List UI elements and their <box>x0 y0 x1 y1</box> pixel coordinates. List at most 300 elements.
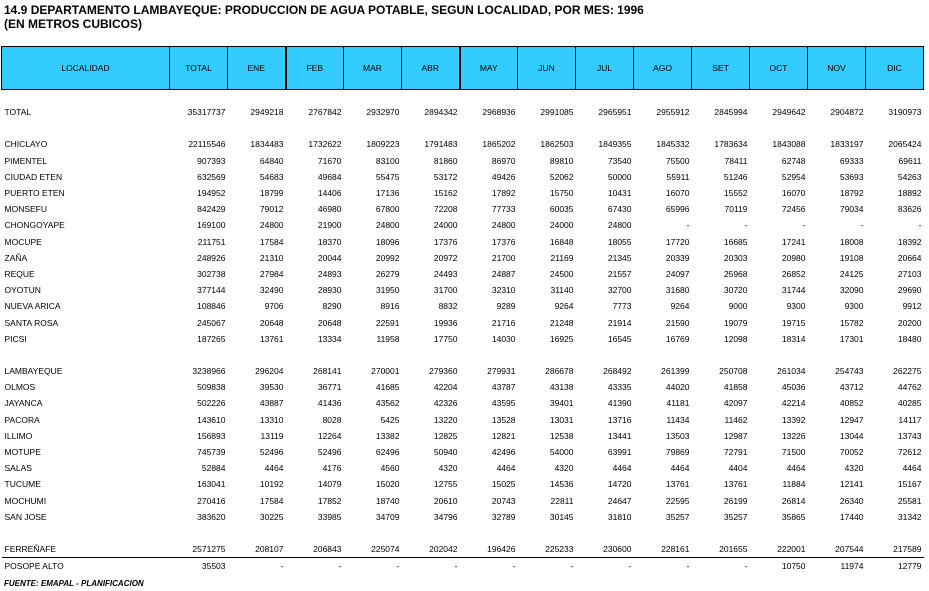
cell-value: 222001 <box>777 544 806 555</box>
cell-value: 18392 <box>897 236 922 247</box>
cell-value: 15782 <box>839 317 864 328</box>
cell-value: 12821 <box>491 430 516 441</box>
cell-value: 34796 <box>433 511 458 522</box>
cell-value: 194952 <box>197 188 226 199</box>
cell-value: 16070 <box>781 188 806 199</box>
cell-value: 62496 <box>375 447 400 458</box>
table-row <box>2 379 924 395</box>
cell-value: 208107 <box>255 544 284 555</box>
cell-value: 13503 <box>665 430 690 441</box>
row-label: FERREÑAFE <box>4 544 56 555</box>
cell-value: 50000 <box>607 171 632 182</box>
cell-value: 26199 <box>723 495 748 506</box>
cell-value: 20992 <box>375 252 400 263</box>
cell-value: 17136 <box>375 188 400 199</box>
cell-value: 13761 <box>665 479 690 490</box>
cell-value: 24125 <box>839 268 864 279</box>
cell-value: - <box>344 558 402 575</box>
cell-value: 52496 <box>259 447 284 458</box>
cell-value: 2904872 <box>830 107 864 118</box>
cell-value: 53172 <box>433 171 458 182</box>
spacer-row <box>2 347 924 363</box>
cell-value: 12825 <box>433 430 458 441</box>
table-row <box>2 266 924 282</box>
cell-value: 143610 <box>197 414 226 425</box>
cell-value: 10431 <box>607 188 632 199</box>
cell-value: 43712 <box>839 382 864 393</box>
cell-value: 8832 <box>438 301 458 312</box>
cell-value: 502226 <box>197 398 226 409</box>
cell-value: 2949642 <box>772 107 806 118</box>
cell-value: 72791 <box>723 447 748 458</box>
cell-value: 17376 <box>491 236 516 247</box>
cell-value: 13392 <box>781 414 806 425</box>
cell-value: 19108 <box>839 252 864 263</box>
cell-value: 8028 <box>322 414 342 425</box>
cell-value: 24800 <box>491 220 516 231</box>
cell-value: 9000 <box>728 301 748 312</box>
table-row <box>2 169 924 185</box>
cell-value: 24000 <box>549 220 574 231</box>
cell-value: 46980 <box>317 204 342 215</box>
cell-value: 31744 <box>781 285 806 296</box>
cell-value: 21310 <box>259 252 284 263</box>
cell-value: 40852 <box>839 398 864 409</box>
table-row <box>2 428 924 444</box>
cell-value: 32490 <box>259 285 284 296</box>
table-row <box>2 136 924 152</box>
cell-value: 32700 <box>607 285 632 296</box>
cell-value: 1865202 <box>482 139 516 150</box>
cell-value: 42326 <box>433 398 458 409</box>
cell-value: 22591 <box>375 317 400 328</box>
cell-value: 41685 <box>375 382 400 393</box>
cell-value: 9912 <box>902 301 922 312</box>
cell-value: 14536 <box>549 479 574 490</box>
cell-value: 15020 <box>375 479 400 490</box>
header-mar: MAR <box>344 47 402 90</box>
cell-value: 24493 <box>433 268 458 279</box>
table-row <box>2 509 924 525</box>
cell-value: 4404 <box>728 463 748 474</box>
table-row <box>2 444 924 460</box>
row-label: POSOPE ALTO <box>2 558 170 575</box>
cell-value: 35317737 <box>187 107 226 118</box>
cell-value: 4176 <box>322 463 342 474</box>
cell-value: 2968936 <box>482 107 516 118</box>
cell-value: 4464 <box>496 463 516 474</box>
cell-value: 79012 <box>259 204 284 215</box>
cell-value: 1833197 <box>830 139 864 150</box>
cell-value: 24500 <box>549 268 574 279</box>
header-oct: OCT <box>750 47 808 90</box>
cell-value: 16070 <box>665 188 690 199</box>
cell-value: 35503 <box>170 558 228 575</box>
cell-value: 196426 <box>487 544 516 555</box>
cell-value: 21345 <box>607 252 632 263</box>
cell-value: 245067 <box>197 317 226 328</box>
cell-value: 12264 <box>317 430 342 441</box>
cell-value: 28930 <box>317 285 342 296</box>
cell-value: 207544 <box>835 544 864 555</box>
row-label: PACORA <box>4 414 40 425</box>
cell-value: 4464 <box>902 463 922 474</box>
cell-value: - <box>460 558 518 575</box>
cell-value: 261399 <box>661 366 690 377</box>
cell-value: 27984 <box>259 268 284 279</box>
cell-value: 10750 <box>750 558 808 575</box>
cell-value: 83626 <box>897 204 922 215</box>
row-label: TUCUME <box>4 479 41 490</box>
cell-value: 13528 <box>491 414 516 425</box>
cell-value: 509838 <box>197 382 226 393</box>
cell-value: 19715 <box>781 317 806 328</box>
cell-value: 16545 <box>607 333 632 344</box>
table-title: 14.9 DEPARTAMENTO LAMBAYEQUE: PRODUCCION DE AGUA POTABLE, SEGUN LOCALIDAD, POR MES: 1996 <box>4 3 644 17</box>
cell-value: 18314 <box>781 333 806 344</box>
cell-value: 211751 <box>197 236 226 247</box>
cell-value: 17301 <box>839 333 864 344</box>
cell-value: 27103 <box>897 268 922 279</box>
cell-value: 228161 <box>661 544 690 555</box>
cell-value: 4320 <box>844 463 864 474</box>
cell-value: 39530 <box>259 382 284 393</box>
cell-value: 16848 <box>549 236 574 247</box>
cell-value: 20972 <box>433 252 458 263</box>
cell-value: 1732622 <box>308 139 342 150</box>
cell-value: 30720 <box>723 285 748 296</box>
cell-value: 169100 <box>197 220 226 231</box>
row-label: PICSI <box>4 333 27 344</box>
cell-value: 14406 <box>317 188 342 199</box>
cell-value: 79869 <box>665 447 690 458</box>
cell-value: 18008 <box>839 236 864 247</box>
cell-value: 4560 <box>380 463 400 474</box>
spacer-row <box>2 90 924 105</box>
cell-value: 18096 <box>375 236 400 247</box>
cell-value: 12755 <box>433 479 458 490</box>
cell-value: - <box>918 220 922 231</box>
table-row <box>2 201 924 217</box>
row-label: SALAS <box>4 463 32 474</box>
cell-value: 16925 <box>549 333 574 344</box>
cell-value: 3238966 <box>192 366 226 377</box>
cell-value: 24887 <box>491 268 516 279</box>
cell-value: 18892 <box>897 188 922 199</box>
cell-value: 43138 <box>549 382 574 393</box>
cell-value: 202042 <box>429 544 458 555</box>
cell-value: 13226 <box>781 430 806 441</box>
cell-value: 17584 <box>259 495 284 506</box>
header-may: MAY <box>460 47 518 90</box>
cell-value: 248926 <box>197 252 226 263</box>
cell-value: 71500 <box>781 447 806 458</box>
cell-value: 8916 <box>380 301 400 312</box>
cell-value: 53693 <box>839 171 864 182</box>
table-row <box>2 234 924 250</box>
cell-value: 12987 <box>723 430 748 441</box>
cell-value: 250708 <box>719 366 748 377</box>
cell-value: 17892 <box>491 188 516 199</box>
cell-value: 2065424 <box>888 139 922 150</box>
cell-value: 230600 <box>603 544 632 555</box>
table-row <box>2 185 924 201</box>
cell-value: - <box>860 220 864 231</box>
cell-value: 49684 <box>317 171 342 182</box>
row-label: NUEVA ARICA <box>4 301 61 312</box>
cell-value: 21700 <box>491 252 516 263</box>
cell-value: 31950 <box>375 285 400 296</box>
cell-value: 24800 <box>607 220 632 231</box>
cell-value: 31680 <box>665 285 690 296</box>
table-row <box>2 395 924 411</box>
cell-value: 20044 <box>317 252 342 263</box>
cell-value: 24800 <box>375 220 400 231</box>
cell-value: 2767842 <box>308 107 342 118</box>
cell-value: 907393 <box>197 155 226 166</box>
cell-value: 9289 <box>496 301 516 312</box>
cell-value: 30145 <box>549 511 574 522</box>
cell-value: 44762 <box>897 382 922 393</box>
cell-value: 15750 <box>549 188 574 199</box>
row-label: ZAÑA <box>4 252 28 263</box>
table-row <box>2 153 924 169</box>
cell-value: 217589 <box>893 544 922 555</box>
header-set: SET <box>692 47 750 90</box>
table-row <box>2 460 924 476</box>
cell-value: 34709 <box>375 511 400 522</box>
cell-value: 632569 <box>197 171 226 182</box>
cell-value: 33985 <box>317 511 342 522</box>
table-row <box>2 250 924 266</box>
cell-value: 13334 <box>317 333 342 344</box>
cell-value: 26279 <box>375 268 400 279</box>
cell-value: 14117 <box>898 414 922 425</box>
cell-value: 30225 <box>259 511 284 522</box>
cell-value: 21169 <box>550 252 574 263</box>
row-label: CIUDAD ETEN <box>4 171 63 182</box>
row-label: MONSEFU <box>4 204 47 215</box>
cell-value: 17852 <box>317 495 342 506</box>
cell-value: 21900 <box>317 220 342 231</box>
cell-value: 32310 <box>491 285 516 296</box>
cell-value: 187265 <box>197 333 226 344</box>
cell-value: 8290 <box>322 301 342 312</box>
cell-value: 2894342 <box>424 107 458 118</box>
cell-value: 17750 <box>433 333 458 344</box>
cell-value: 1843088 <box>772 139 806 150</box>
cell-value: 1849355 <box>598 139 632 150</box>
cell-value: 17584 <box>259 236 284 247</box>
cell-value: 26852 <box>781 268 806 279</box>
cell-value: 31700 <box>433 285 458 296</box>
cell-value: 156893 <box>197 430 226 441</box>
cell-value: 2845994 <box>714 107 748 118</box>
row-label: CHONGOYAPE <box>4 220 65 231</box>
cell-value: 63991 <box>607 447 632 458</box>
cell-value: 20664 <box>897 252 922 263</box>
header-nov: NOV <box>808 47 866 90</box>
cell-value: 15552 <box>723 188 748 199</box>
table-row <box>2 104 924 120</box>
cell-value: 16769 <box>665 333 690 344</box>
cell-value: 70052 <box>839 447 864 458</box>
cell-value: 42204 <box>433 382 458 393</box>
row-label: PUERTO ETEN <box>4 188 65 199</box>
cell-value: 17241 <box>781 236 806 247</box>
cell-value: 18792 <box>839 188 864 199</box>
cell-value: 4464 <box>670 463 690 474</box>
spacer-row <box>2 120 924 136</box>
cell-value: 26814 <box>781 495 806 506</box>
cell-value: 12141 <box>839 479 864 490</box>
cell-value: 225233 <box>545 544 574 555</box>
cell-value: 13031 <box>549 414 574 425</box>
cell-value: 11462 <box>724 414 748 425</box>
cell-value: 1834483 <box>250 139 284 150</box>
cell-value: - <box>634 558 692 575</box>
cell-value: 18055 <box>607 236 632 247</box>
table-row <box>2 314 924 330</box>
cell-value: 268492 <box>603 366 632 377</box>
cell-value: 2991085 <box>540 107 574 118</box>
cell-value: 279360 <box>429 366 458 377</box>
cell-value: 15025 <box>491 479 516 490</box>
cell-value: 842429 <box>197 204 226 215</box>
table-row <box>2 412 924 428</box>
cell-value: 64840 <box>259 155 284 166</box>
cell-value: 14079 <box>317 479 342 490</box>
cell-value: 270001 <box>371 366 400 377</box>
cell-value: 21590 <box>665 317 690 328</box>
cell-value: 18740 <box>375 495 400 506</box>
cell-value: 377144 <box>197 285 226 296</box>
cell-value: 39401 <box>549 398 574 409</box>
cell-value: 24647 <box>607 495 632 506</box>
table-subtitle: (EN METROS CUBICOS) <box>4 17 142 31</box>
cell-value: 70119 <box>724 204 748 215</box>
cell-value: 16685 <box>723 236 748 247</box>
cell-value: 163041 <box>197 479 226 490</box>
row-label: LAMBAYEQUE <box>4 366 63 377</box>
header-total: TOTAL <box>170 47 228 90</box>
cell-value: 18799 <box>259 188 284 199</box>
cell-value: 206843 <box>313 544 342 555</box>
cell-value: 35257 <box>665 511 690 522</box>
cell-value: 32789 <box>491 511 516 522</box>
cell-value: 4464 <box>612 463 632 474</box>
row-label: ILLIMO <box>4 430 33 441</box>
cell-value: 54683 <box>259 171 284 182</box>
cell-value: 20743 <box>491 495 516 506</box>
cell-value: 62748 <box>781 155 806 166</box>
cell-value: 13310 <box>259 414 284 425</box>
cell-value: 31342 <box>897 511 922 522</box>
cell-value: 4320 <box>438 463 458 474</box>
table-row <box>2 331 924 347</box>
source-note: FUENTE: EMAPAL - PLANIFICACION <box>4 579 144 588</box>
row-label: OYOTUN <box>4 285 41 296</box>
table-row <box>2 558 924 575</box>
cell-value: 7773 <box>612 301 632 312</box>
cell-value: 10192 <box>259 479 284 490</box>
cell-value: 41181 <box>666 398 690 409</box>
table-row <box>2 217 924 233</box>
cell-value: 20980 <box>781 252 806 263</box>
row-label: SANTA ROSA <box>4 317 59 328</box>
table-row <box>2 363 924 379</box>
cell-value: 24097 <box>665 268 690 279</box>
cell-value: 18480 <box>897 333 922 344</box>
cell-value: 2949218 <box>250 107 284 118</box>
table-row <box>2 493 924 509</box>
cell-value: 43335 <box>607 382 632 393</box>
cell-value: 24893 <box>317 268 342 279</box>
cell-value: 22115546 <box>188 139 226 150</box>
cell-value: 79034 <box>839 204 864 215</box>
cell-value: 12779 <box>866 558 924 575</box>
cell-value: 25968 <box>723 268 748 279</box>
row-label: OLMOS <box>4 382 36 393</box>
cell-value: 41858 <box>723 382 748 393</box>
cell-value: 20200 <box>897 317 922 328</box>
cell-value: 14030 <box>491 333 516 344</box>
table-body <box>2 90 924 575</box>
table-row <box>2 298 924 314</box>
cell-value: 21914 <box>607 317 632 328</box>
cell-value: 17440 <box>839 511 864 522</box>
cell-value: 43787 <box>491 382 516 393</box>
cell-value: 20339 <box>665 252 690 263</box>
cell-value: 31810 <box>607 511 632 522</box>
row-label: MOCHUMI <box>4 495 47 506</box>
cell-value: 20648 <box>259 317 284 328</box>
cell-value: 44020 <box>665 382 690 393</box>
cell-value: 9264 <box>554 301 574 312</box>
cell-value: 51246 <box>723 171 748 182</box>
cell-value: 1809223 <box>366 139 400 150</box>
cell-value: 15162 <box>433 188 458 199</box>
header-localidad: LOCALIDAD <box>2 47 170 90</box>
cell-value: 11434 <box>666 414 690 425</box>
cell-value: 254743 <box>835 366 864 377</box>
cell-value: 22595 <box>665 495 690 506</box>
cell-value: 32090 <box>839 285 864 296</box>
cell-value: 43887 <box>259 398 284 409</box>
cell-value: 36771 <box>317 382 342 393</box>
cell-value: 18370 <box>317 236 342 247</box>
cell-value: 261034 <box>777 366 806 377</box>
cell-value: 9706 <box>264 301 284 312</box>
row-label: REQUE <box>4 268 35 279</box>
cell-value: 31140 <box>550 285 574 296</box>
cell-value: 13716 <box>607 414 632 425</box>
cell-value: 17720 <box>665 236 690 247</box>
cell-value: 25581 <box>897 495 922 506</box>
cell-value: 40285 <box>897 398 922 409</box>
cell-value: 81860 <box>433 155 458 166</box>
cell-value: 296204 <box>255 366 284 377</box>
header-dic: DIC <box>866 47 924 90</box>
cell-value: 4320 <box>554 463 574 474</box>
cell-value: 745739 <box>197 447 226 458</box>
cell-value: 13382 <box>375 430 400 441</box>
cell-value: 24800 <box>259 220 284 231</box>
row-label: CHICLAYO <box>4 139 48 150</box>
header-jul: JUL <box>576 47 634 90</box>
cell-value: 45036 <box>781 382 806 393</box>
cell-value: 11974 <box>808 558 866 575</box>
